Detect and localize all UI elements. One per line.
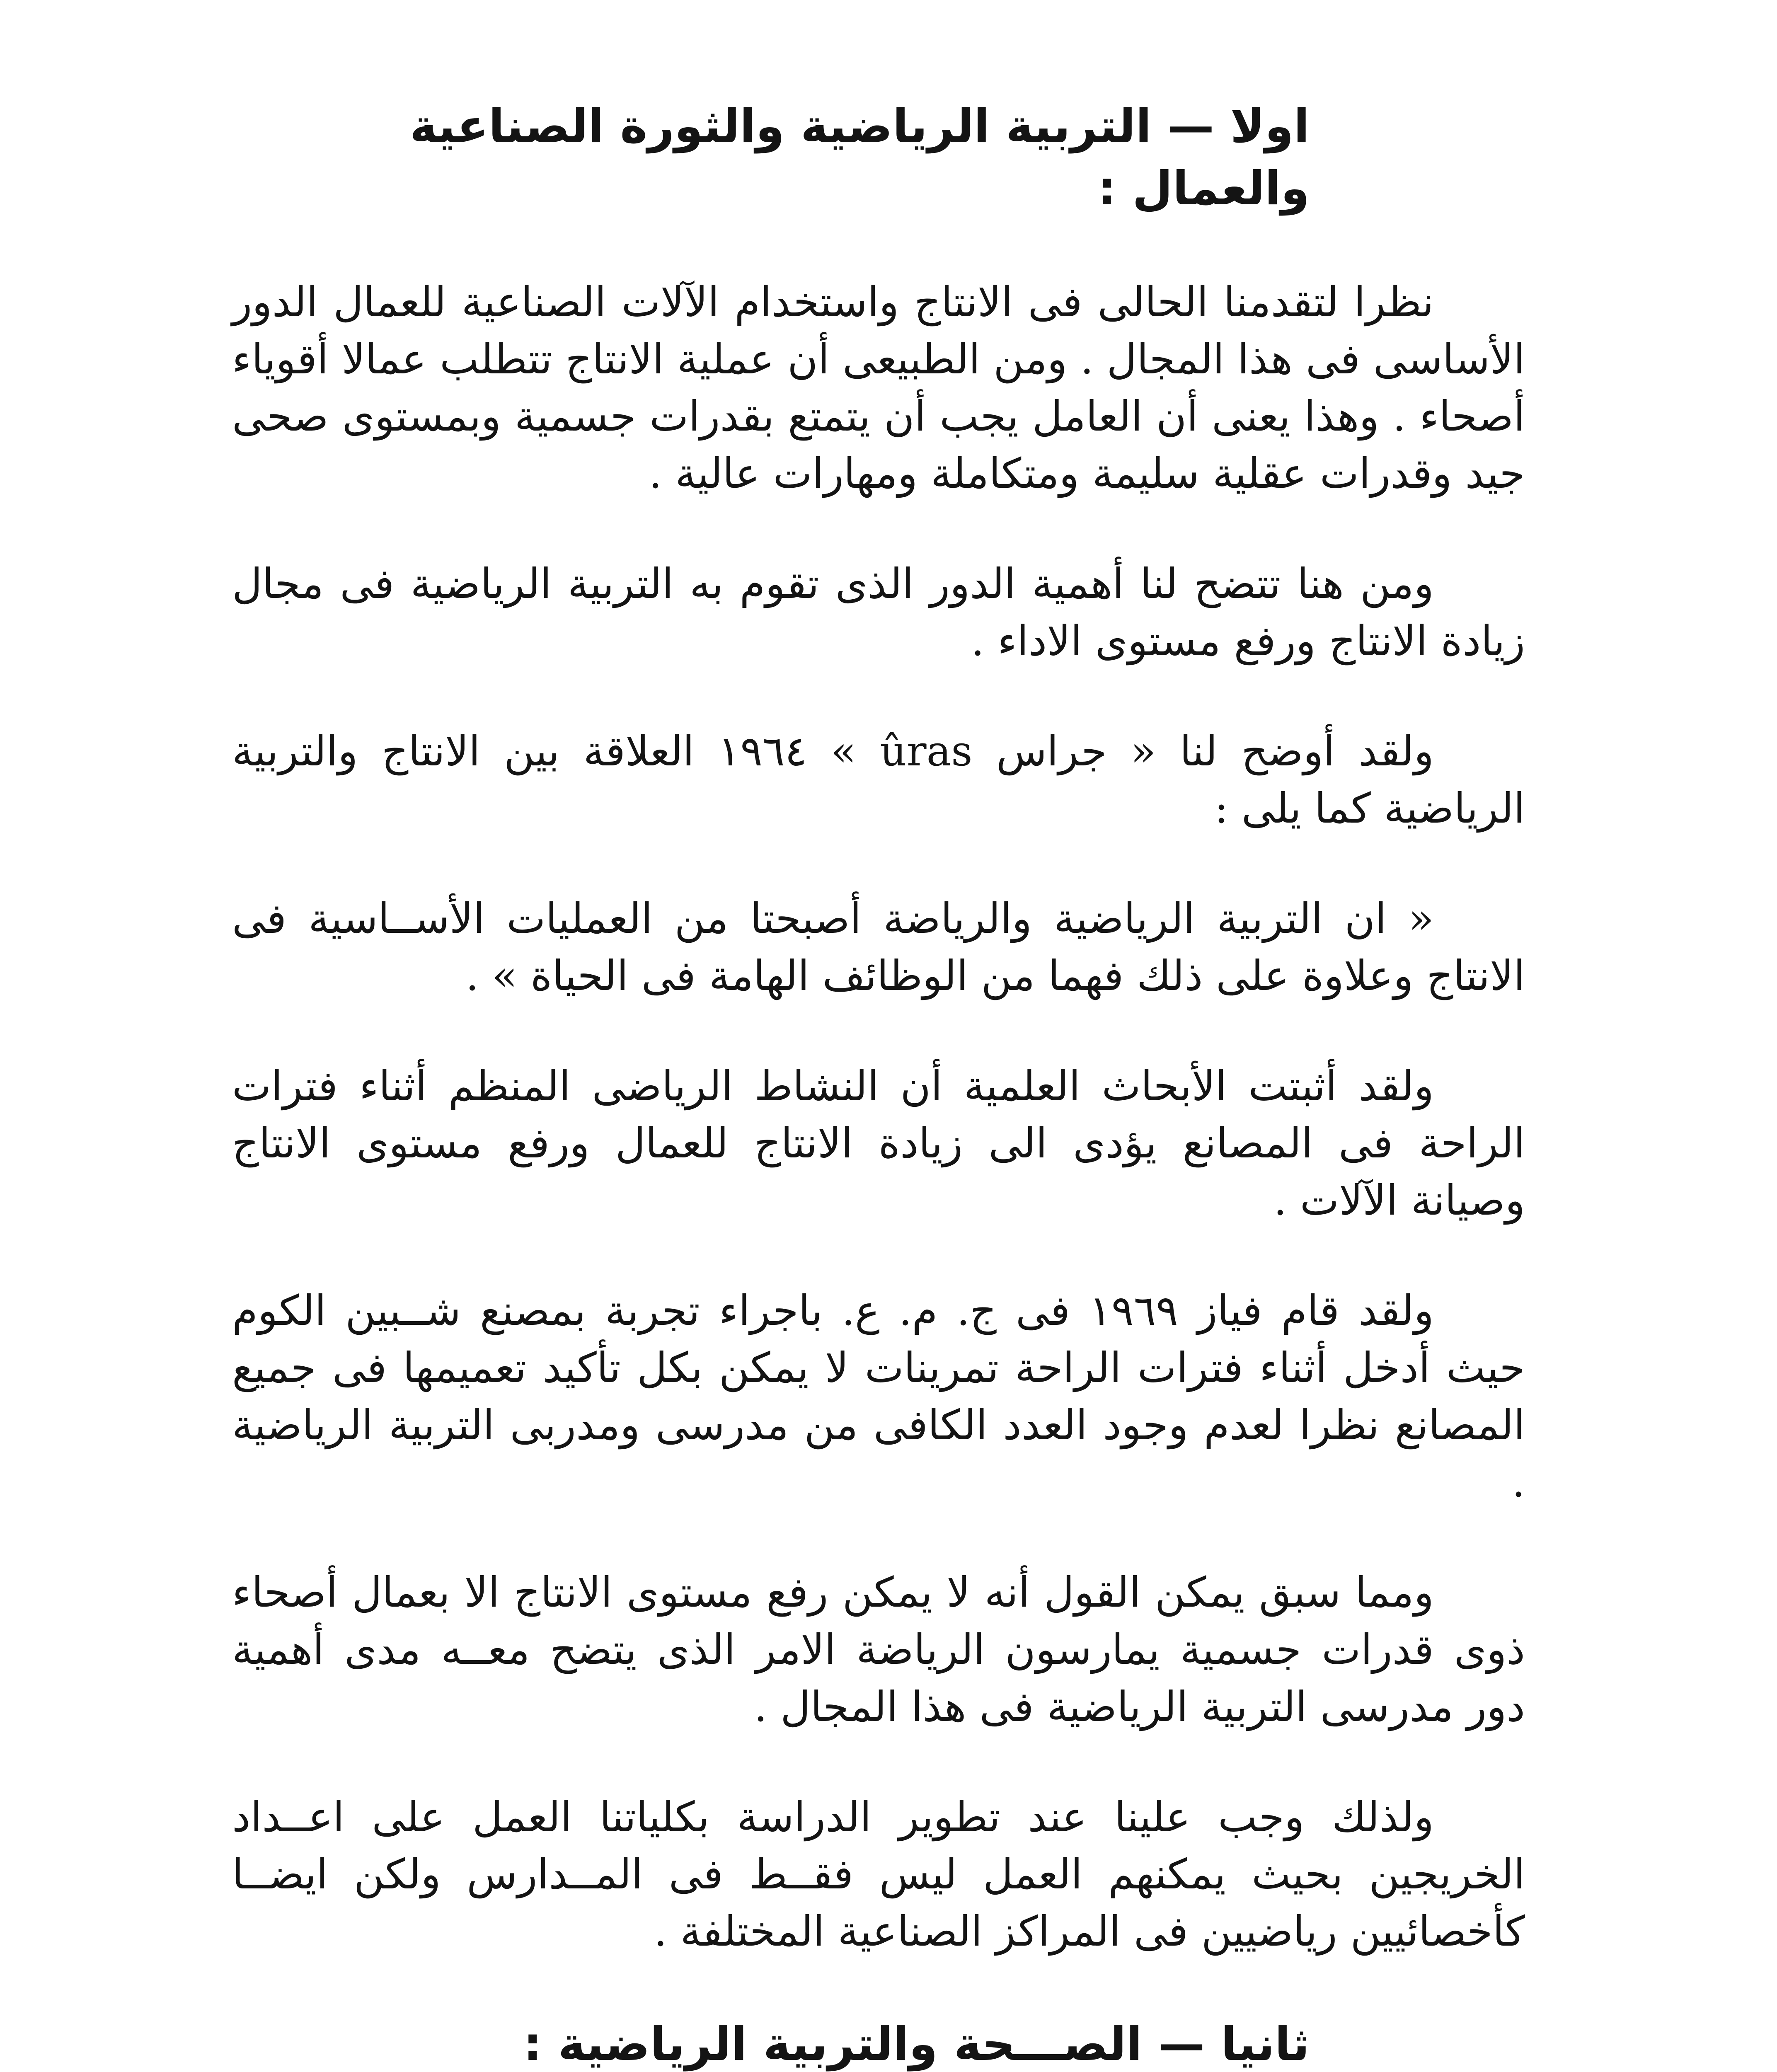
paragraph: نظرا لتقدمنا الحالى فى الانتاج واستخدام الآلات الصناعية للعمال الدور الأساسى فى هذا المجال . ومن الطبيعى أن عملية الانتاج تتطلب عمالا أقوياء أصحاء . وهذا يعنى أن العامل يجب أن يتمتع بقدرات جسمية وبمستوى صحى جيد وقدرات عقلية سليمة ومتكاملة ومهارات عالية . <box>232 278 1525 498</box>
quote-paragraph: « ان التربية الرياضية والرياضة أصبحتا من العمليات الأســاسية فى الانتاج وعلاوة على ذلك فهما من الوظائف الهامة فى الحياة » . <box>232 894 1525 1000</box>
paragraph: ولقد أوضح لنا « جراس ûras » ١٩٦٤ العلاقة بين الانتاج والتربية الرياضية كما يلى : <box>232 727 1525 833</box>
paragraph: ولقد أثبتت الأبحاث العلمية أن النشاط الرياضى المنظم أثناء فترات الراحة فى المصانع يؤدى الى زيادة الانتاج للعمال ورفع مستوى الانتاج وصيانة الآلات . <box>232 1062 1525 1225</box>
document-page <box>232 95 1525 2072</box>
section-heading-2: ثانيا — الصـــحة والتربية الرياضية : <box>523 2017 1310 2071</box>
paragraph: ومن هنا تتضح لنا أهمية الدور الذى تقوم به التربية الرياضية فى مجال زيادة الانتاج ورفع مستوى الاداء . <box>232 559 1525 665</box>
paragraph: ولقد قام فياز ١٩٦٩ فى ج. م. ع. باجراء تجربة بمصنع شــبين الكوم حيث أدخل أثناء فترات الراحة تمرينات لا يمكن بكل تأكيد تعميمها فى جميع المصانع نظرا لعدم وجود العدد الكافى من مدرسى ومدربى التربية الرياضية . <box>232 1286 1525 1506</box>
paragraph: ومما سبق يمكن القول أنه لا يمكن رفع مستوى الانتاج الا بعمال أصحاء ذوى قدرات جسمية يمارسون الرياضة الامر الذى يتضح معــه مدى أهمية دور مدرسى التربية الرياضية فى هذا المجال . <box>232 1568 1525 1731</box>
paragraph: ولذلك وجب علينا عند تطوير الدراسة بكلياتنا العمل على اعــداد الخريجين بحيث يمكنهم العمل ليس فقــط فى المــدارس ولكن ايضــا كأخصائيين رياضيين فى المراكز الصناعية المختلفة . <box>232 1793 1525 1956</box>
section-heading-1: اولا — التربية الرياضية والثورة الصناعية والعمال : <box>409 99 1310 215</box>
